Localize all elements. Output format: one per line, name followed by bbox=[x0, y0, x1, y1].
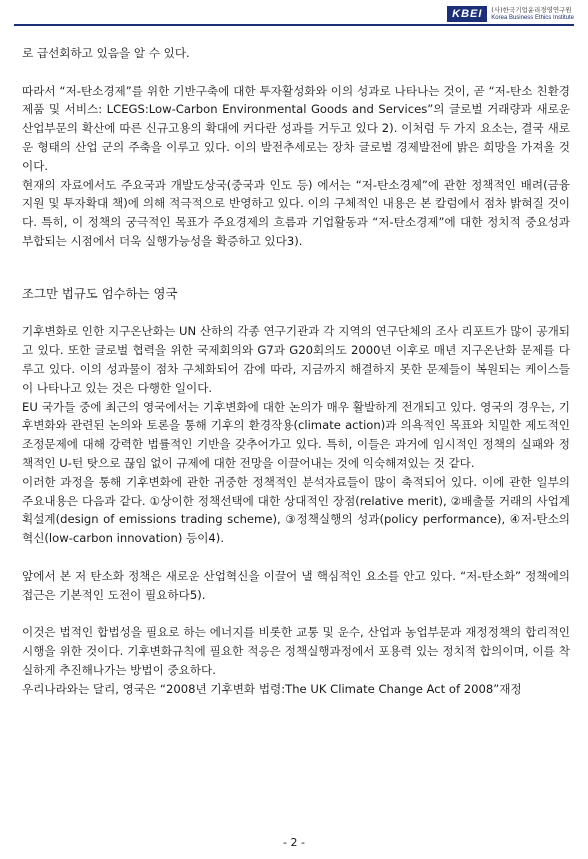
header-divider bbox=[14, 24, 574, 26]
paragraph: 현재의 자료에서도 주요국과 개발도상국(중국과 인도 등) 에서는 “저-탄소경제”에 관한 정책적인 배려(금융지원 및 투자확대 책)에 의해 적극적으로 반영하고 있다. 이의 구체적인 내용은 본 칼럼에서 점차 밝혀질 것이다. 특히, 이 정책의 궁극적인 목표가 주요경제의 흐름과 기업활동과 “저-탄소경제”에 대한 정치적 중요성과 부합되는 시점에서 더욱 실행가능성을 확증하고 있다3). bbox=[22, 177, 570, 248]
logo-text bbox=[491, 6, 574, 22]
paragraph: 이러한 과정을 통해 기후변화에 관한 귀중한 정책적인 분석자료들이 많이 축적되어 있다. 이에 관한 일부의 주요내용은 다음과 같다. ①상이한 정책선택에 대한 상대적인 장점(relative merit), ②배출물 거래의 사업계획설계(design of emissions trading scheme), ③정책실행의 성과(policy performance), ④저-탄소의 혁신(low-carbon innovation) 등이4). bbox=[22, 474, 570, 546]
paragraph: 이것은 법적인 합법성을 필요로 하는 에너지를 비롯한 교통 및 운수, 산업과 농업부문과 재정정책의 합리적인 시행을 위한 것이다. 기후변화규칙에 필요한 적응은 정책실행과정에서 포용력 있는 정치적 합의이며, 이를 착실하게 추진해나가는 방법이 중요하다. bbox=[22, 625, 570, 677]
paragraph: 우리나라와는 달리, 영국은 “2008년 기후변화 법령:The UK Climate Change Act of 2008”재정 bbox=[22, 681, 522, 696]
page-number: - 2 - bbox=[283, 836, 305, 849]
paragraph: EU 국가들 중에 최근의 영국에서는 기후변화에 대한 논의가 매우 활발하게 전개되고 있다. 영국의 경우는, 기후변화와 관련된 논의와 토론을 통해 기후의 환경작용(climate action)과 의욕적인 목표와 치밀한 제도적인 조정문제에 대해 강력한 법률적인 기반을 갖추어가고 있다. 특히, 이들은 과거에 임시적인 정책의 실패와 정책적인 U-턴 탓으로 끊임 없이 규제에 대한 전망을 이끌어내는 것에 익숙해져있는 것 같다. bbox=[22, 399, 570, 470]
logo-korean-name: (사)한국기업윤리경영연구원 bbox=[491, 6, 572, 14]
paragraph: 앞에서 본 저 탄소화 정책은 새로운 산업혁신을 이끌어 낼 핵심적인 요소를 안고 있다. “저-탄소화” 정책에의 접근은 기본적인 도전이 필요하다5). bbox=[22, 568, 570, 602]
kbei-logo-mark: KBEI bbox=[447, 6, 487, 22]
paragraph: 기후변화로 인한 지구온난화는 UN 산하의 각종 연구기관과 각 지역의 연구단체의 조사 리포트가 많이 공개되고 있다. 또한 글로벌 협력을 위한 국제회의와 G7과 G20회의도 2000년 이후로 매년 지구온난화 문제를 다루고 있다. 이의 성과물이 점차 구체화되어 감에 따라, 지금까지 해결하지 못한 문제들이 복원되는 케이스들이 나타나고 있는 것은 다행한 일이다. bbox=[22, 324, 570, 395]
logo-english-name: Korea Business Ethics Institute bbox=[491, 15, 574, 21]
paragraph: 따라서 “저-탄소경제”를 위한 기반구축에 대한 투자활성화와 이의 성과로 나타나는 것이, 곧 “저-탄소 친환경 제품 및 서비스: LCEGS:Low-Carbon Environmental Goods and Services”의 글로벌 거래량과 새로운 산업부문의 확산에 따른 신규고용의 확대에 커다란 성과를 거두고 있다 2). 이처럼 두 가지 요소는, 결국 새로운 형태의 산업 군의 주축을 이루고 있다. 이의 발전추세로는 장차 글로벌 경제발전에 밝은 희망을 가져올 것이다. bbox=[22, 83, 570, 173]
paragraph: 로 급선회하고 있음을 알 수 있다. bbox=[22, 46, 190, 60]
header-logo bbox=[447, 6, 574, 22]
document-body bbox=[22, 44, 570, 698]
section-heading: 조그만 법규도 엄수하는 영국 bbox=[22, 285, 178, 301]
